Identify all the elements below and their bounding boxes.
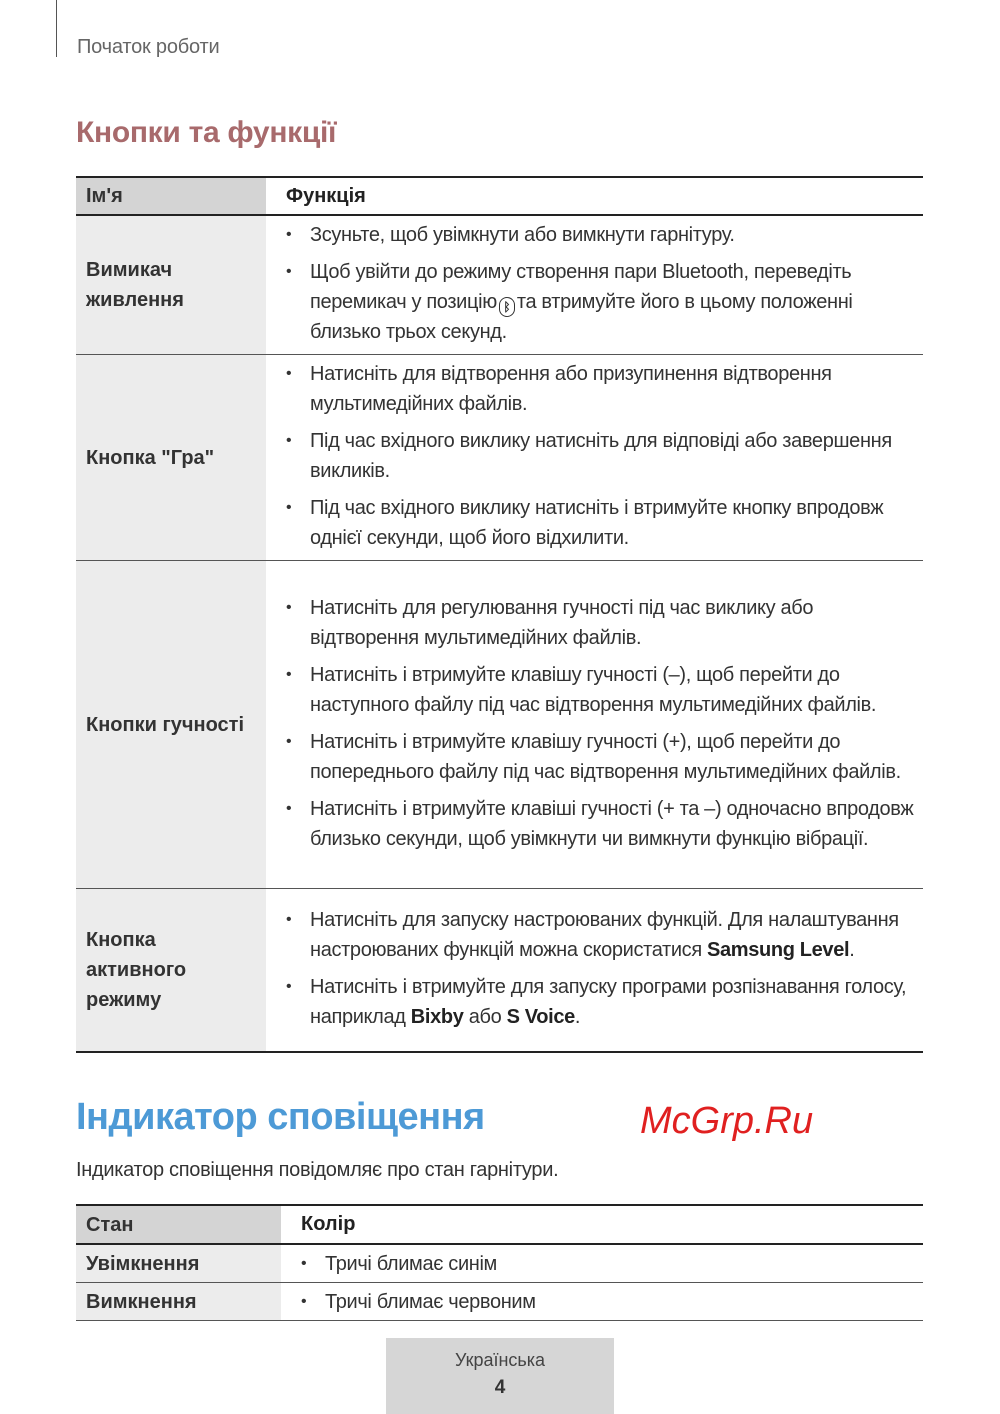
footer-language: Українська (454, 1350, 546, 1370)
table-row (76, 215, 923, 355)
list-item: • Натисніть і втримуйте клавішу гучності (–), щоб перейти до наступного файлу під час відтворення мультимедійних файлів. (286, 660, 915, 720)
margin-rule (56, 0, 57, 57)
list-item: • Тричі блимає синім (301, 1249, 915, 1279)
list-item: • Натисніть для відтворення або призупинення відтворення мультимедійних файлів. (286, 359, 915, 419)
table-header (76, 177, 923, 215)
table-row (76, 355, 923, 561)
section-title-buttons: Кнопки та функції (76, 116, 337, 149)
list-item: • Натисніть і втримуйте для запуску програми розпізнавання голосу, наприклад Bixby або S Voice. (286, 972, 915, 1032)
table-row (76, 1283, 923, 1321)
list-item: • Тричі блимає червоним (301, 1287, 915, 1317)
list-item: • Натисніть і втримуйте клавішу гучності (+), щоб перейти до попереднього файлу під час відтворення мультимедійних файлів. (286, 727, 915, 787)
buttons-table (76, 176, 923, 1053)
row-name: Кнопки гучності (76, 561, 266, 889)
table-row (76, 889, 923, 1052)
indicator-table (76, 1204, 923, 1321)
row-name: Увімкнення (76, 1244, 281, 1283)
row-name: Вимикач живлення (76, 215, 266, 355)
page-number: 4 (494, 1377, 506, 1398)
watermark: McGrp.Ru (640, 1100, 814, 1142)
table-row (76, 1244, 923, 1283)
row-name: Вимкнення (76, 1283, 281, 1321)
page-footer (386, 1338, 614, 1414)
table-row (76, 561, 923, 889)
list-item: • Натисніть для регулювання гучності під час виклику або відтворення мультимедійних файлів. (286, 593, 915, 653)
section-intro: Індикатор сповіщення повідомляє про стан гарнітури. (76, 1159, 559, 1181)
list-item: • Щоб увійти до режиму створення пари Bluetooth, переведіть перемикач у позицію ᛒ та втримуйте його в цьому положенні близько трьох секунд. (286, 257, 915, 347)
row-name: Кнопка "Гра" (76, 355, 266, 561)
list-item: • Зсуньте, щоб увімкнути або вимкнути гарнітуру. (286, 220, 915, 250)
list-item: • Під час вхідного виклику натисніть і втримуйте кнопку впродовж однієї секунди, щоб його відхилити. (286, 493, 915, 553)
column-header-color: Колір (281, 1205, 923, 1244)
column-header-state: Стан (76, 1205, 281, 1244)
section-title-indicator: Індикатор сповіщення (76, 1096, 485, 1138)
list-item: • Під час вхідного виклику натисніть для відповіді або завершення викликів. (286, 426, 915, 486)
chapter-title: Початок роботи (77, 36, 220, 58)
table-header (76, 1205, 923, 1244)
column-header-function: Функція (266, 177, 923, 215)
bluetooth-icon: ᛒ (499, 297, 515, 317)
list-item: • Натисніть і втримуйте клавіші гучності (+ та –) одночасно впродовж близько секунди, щоб увімкнути чи вимкнути функцію вібрації. (286, 794, 915, 854)
list-item: • Натисніть для запуску настроюваних функцій. Для налаштування настроюваних функцій можна скористатися Samsung Level. (286, 905, 915, 965)
column-header-name: Ім'я (76, 177, 266, 215)
row-name: Кнопка активного режиму (76, 889, 266, 1052)
